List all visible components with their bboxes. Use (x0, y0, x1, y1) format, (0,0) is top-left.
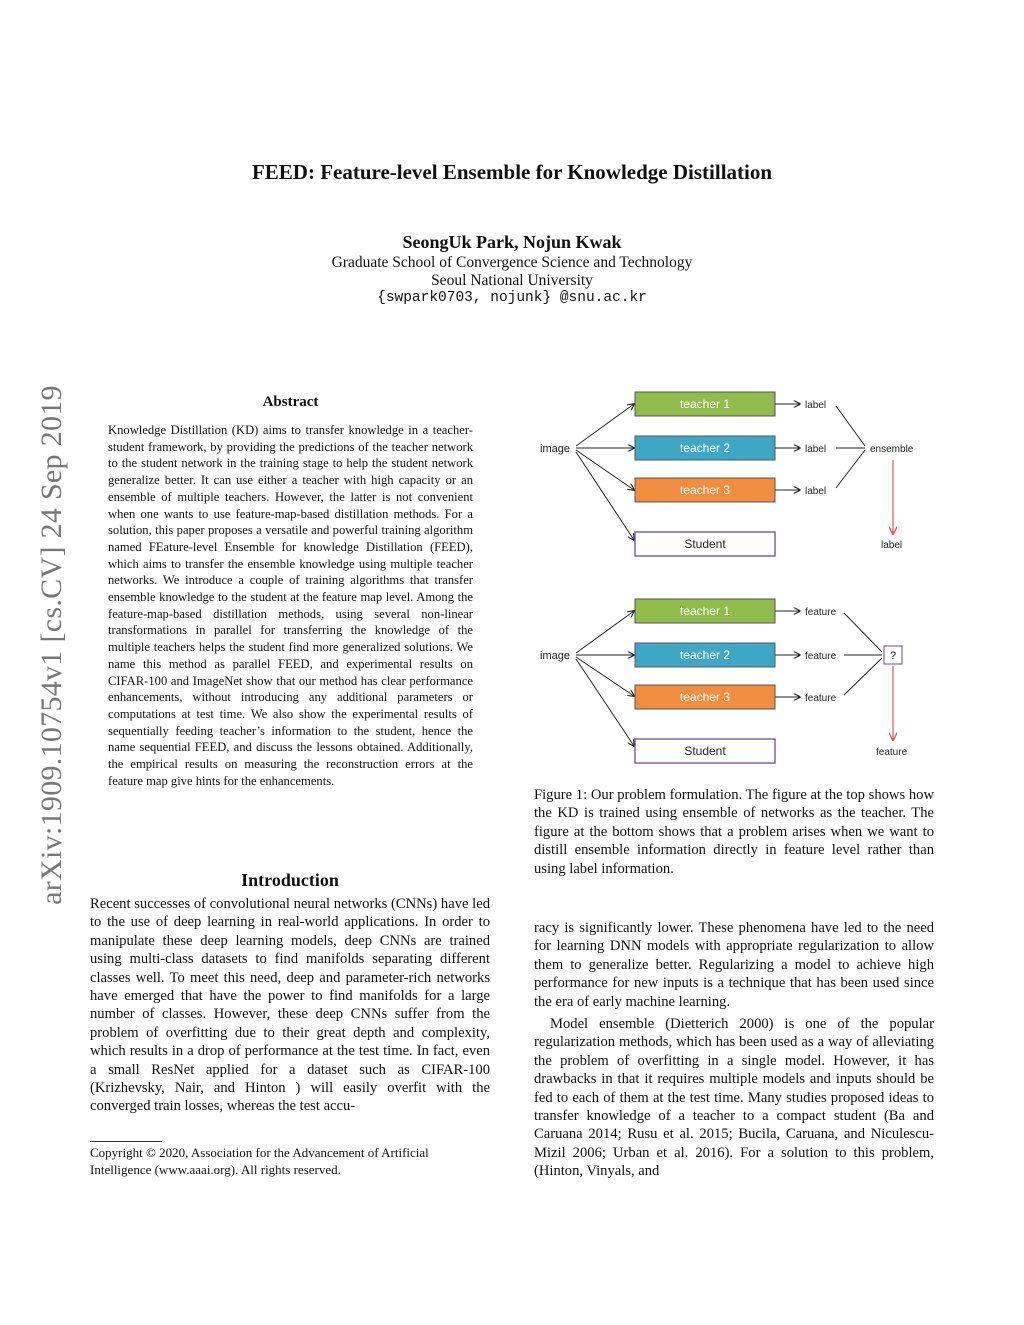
bottom-merge-line-1 (844, 613, 882, 652)
bottom-merge-line-3 (844, 658, 882, 695)
bottom-arrow-to-teacher-1 (576, 611, 634, 653)
top-arrow-to-student (576, 452, 634, 540)
top-teacher-1-output: label (805, 400, 827, 411)
top-combine-label: ensemble (870, 444, 914, 455)
top-teacher-2-output: label (805, 444, 827, 455)
abstract-heading: Abstract (262, 394, 319, 410)
abstract-text: Knowledge Distillation (KD) aims to transfer knowledge in a teacher-student framework, by providing the predictions of the teacher network to the student network in the training stage to help the student network generalize better. It can use either a teacher with high capacity or an ensemble of multiple teachers. However, the latter is not convenient when one wants to use feature-map-based distillation methods. For a solution, this paper proposes a versatile and powerful training algorithm named FEature-level Ensemble for knowledge Distillation (FEED), which aims to transfer the ensemble knowledge using multiple teacher networks. We introduce a couple of training algorithms that transfer ensemble knowledge to the student at the feature map level. Among the feature-map-based distillation methods, using several non-linear transformations in parallel for transferring the knowledge of the multiple teachers helps the student find more generalized solutions. We name this method as parallel FEED, and experimental results on CIFAR-100 and ImageNet show that our method has clear performance enhancements, without introducing any additional parameters or computations at test time. We also show the experimental results of sequentially feeding teacher’s information to the student, hence the name sequential FEED, and discuss the lessons obtained. Additionally, the empirical results on measuring the reconstruction errors at the feature map give hints for the enhancements. (108, 423, 473, 788)
top-input-label: image (540, 443, 570, 455)
bottom-arrow-to-student (576, 659, 634, 746)
figure-1-diagram (534, 380, 934, 775)
top-student-output: label (881, 540, 903, 551)
bottom-student-label: Student (684, 744, 726, 758)
top-teacher-1-label: teacher 1 (679, 397, 731, 411)
author-emails: {swpark0703, nojunk} @snu.ac.kr (377, 290, 647, 306)
bottom-teacher-2-label: teacher 2 (679, 648, 731, 662)
top-arrow-to-teacher-3 (576, 450, 634, 490)
figure-1-caption: Figure 1: Our problem formulation. The figure at the top shows how the KD is trained using ensemble of networks as the teacher. The figure at the bottom shows that a problem arises when we want to distill ensemble information directly in feature level rather than using label information. (534, 787, 934, 877)
top-student-label: Student (684, 537, 726, 551)
top-teacher-3-label: teacher 3 (679, 483, 731, 497)
top-merge-line-3 (836, 450, 865, 488)
top-arrow-to-teacher-1 (576, 404, 634, 446)
bottom-teacher-1-label: teacher 1 (679, 604, 731, 618)
bottom-combine-label: ? (889, 650, 897, 662)
diagram-bottom (540, 599, 908, 763)
affiliation-university: Seoul National University (431, 272, 593, 289)
bottom-teacher-3-output: feature (805, 693, 837, 704)
bottom-student-output: feature (876, 747, 908, 758)
footnote-rule (90, 1141, 162, 1142)
paper-title: FEED: Feature-level Ensemble for Knowledge Distillation (251, 160, 773, 184)
diagram-top (540, 392, 914, 556)
right-column-text (534, 919, 934, 1181)
bottom-teacher-2-output: feature (805, 651, 837, 662)
right-paragraph-1: racy is significantly lower. These phenomena have led to the need for learning DNN models with appropriate regularization to allow them to generalize better. Regularizing a model to achieve high performance for new inputs is a technique that has been used since the era of early machine learning. (534, 920, 934, 1010)
bottom-arrow-to-teacher-3 (576, 657, 634, 696)
right-paragraph-2: Model ensemble (Dietterich 2000) is one of the popular regularization methods, which has been used as a way of alleviating the problem of overfitting in a single model. However, it has drawbacks in that it requires multiple models and inputs should be fed to each of them at the test time. Many studies proposed ideas to transfer knowledge of a teacher to a compact student (Ba and Caruana 2014; Rusu et al. 2015; Bucila, Caruana, and Niculescu-Mizil 2006; Urban et al. 2016). For a solution to this problem, (Hinton, Vinyals, and (534, 1016, 934, 1180)
top-teacher-2-label: teacher 2 (679, 441, 731, 455)
copyright-footnote: Copyright © 2020, Association for the Advancement of Artificial Intelligence (www.aaai.org). All rights reserved. (90, 1145, 429, 1177)
affiliation-school: Graduate School of Convergence Science and Technology (331, 254, 693, 271)
bottom-teacher-3-label: teacher 3 (679, 690, 731, 704)
introduction-text: Recent successes of convolutional neural networks (CNNs) have led to the use of deep learning in real-world applications. In order to manipulate these deep learning models, deep CNNs are trained using multi-class datasets to find manifolds separating different classes well. To meet this need, deep and parameter-rich networks have emerged that have the power to find manifolds for a large number of classes. However, these deep CNNs suffer from the problem of overfitting due to their great depth and complexity, which results in a drop of performance at the test time. In fact, even a small ResNet applied for a dataset such as CIFAR-100 (Krizhevsky, Nair, and Hinton ) will easily overfit with the converged train losses, whereas the test accu- (90, 896, 490, 1115)
introduction-heading: Introduction (241, 870, 339, 890)
paper-authors: SeongUk Park, Nojun Kwak (402, 232, 622, 252)
bottom-input-label: image (540, 650, 570, 662)
bottom-teacher-1-output: feature (805, 607, 837, 618)
top-merge-line-1 (836, 406, 865, 446)
arxiv-stamp: arXiv:1909.10754v1 [cs.CV] 24 Sep 2019 (35, 385, 68, 905)
top-teacher-3-output: label (805, 486, 827, 497)
